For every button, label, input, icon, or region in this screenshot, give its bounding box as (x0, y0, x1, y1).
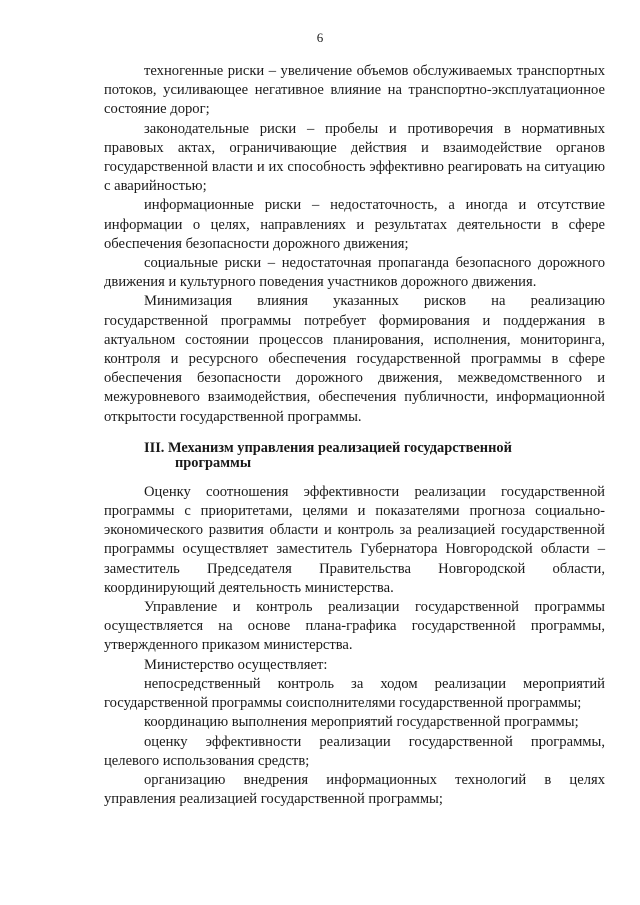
paragraph-evaluation: Оценку соотношения эффективности реализации государственной программы с приоритетами, целями и показателями прогноза социально-экономического развития области и контроль за реализацией государственной программы осуществляет заместитель Губернатора Новгородской области – заместитель Председателя Правительства Новгородской области, координирующий деятельность министерства. (104, 483, 605, 596)
list-item-efficiency-evaluation: оценку эффективности реализации государственной программы, целевого использования средств; (104, 733, 605, 769)
paragraph-legislative-risks: законодательные риски – пробелы и противоречия в нормативных правовых актах, ограничивающие действия и взаимодействие органов государственной власти и их способность эффективно реагировать на ситуацию с аварийностью; (104, 120, 605, 195)
paragraph-ministry-performs: Министерство осуществляет: (144, 656, 328, 673)
paragraph-risk-minimization: Минимизация влияния указанных рисков на реализацию государственной программы потребует формирования и поддержания в актуальном состоянии процессов планирования, исполнения, мониторинга, контроля и ресурсного обеспечения государственной программы в сфере обеспечения безопасности дорожного движения, межведомственного и межуровневого взаимодействия, обеспечения публичности, информационной открытости государственной программы. (104, 293, 605, 425)
list-item-direct-control: непосредственный контроль за ходом реализации мероприятий государственной программы соисполнителями государственной программы; (104, 675, 605, 712)
section-heading (104, 441, 605, 471)
section-heading-line2: программы (175, 454, 252, 471)
paragraph-management-control: Управление и контроль реализации государственной программы осуществляется на основе плана-графика государственной программы, утвержденного приказом министерства. (104, 599, 605, 654)
document-body (104, 62, 605, 809)
paragraph-social-risks: социальные риски – недостаточная пропаганда безопасного дорожного движения и культурного поведения участников дорожного движения. (104, 255, 605, 291)
list-item-it-implementation: организацию внедрения информационных технологий в целях управления реализацией государственной программы; (104, 771, 605, 808)
page-number: 6 (316, 30, 324, 45)
paragraph-technogenic-risks: техногенные риски – увеличение объемов обслуживаемых транспортных потоков, усиливающее негативное влияние на транспортно-эксплуатационное состояние дорог; (104, 63, 605, 118)
paragraph-information-risks: информационные риски – недостаточность, а иногда и отсутствие информации о целях, направлениях и результатах деятельности в сфере обеспечения безопасности дорожного движения; (104, 197, 605, 252)
list-item-coordination: координацию выполнения мероприятий государственной программы; (144, 714, 579, 731)
section-heading-line1: III. Механизм управления реализацией государственной (144, 439, 512, 456)
